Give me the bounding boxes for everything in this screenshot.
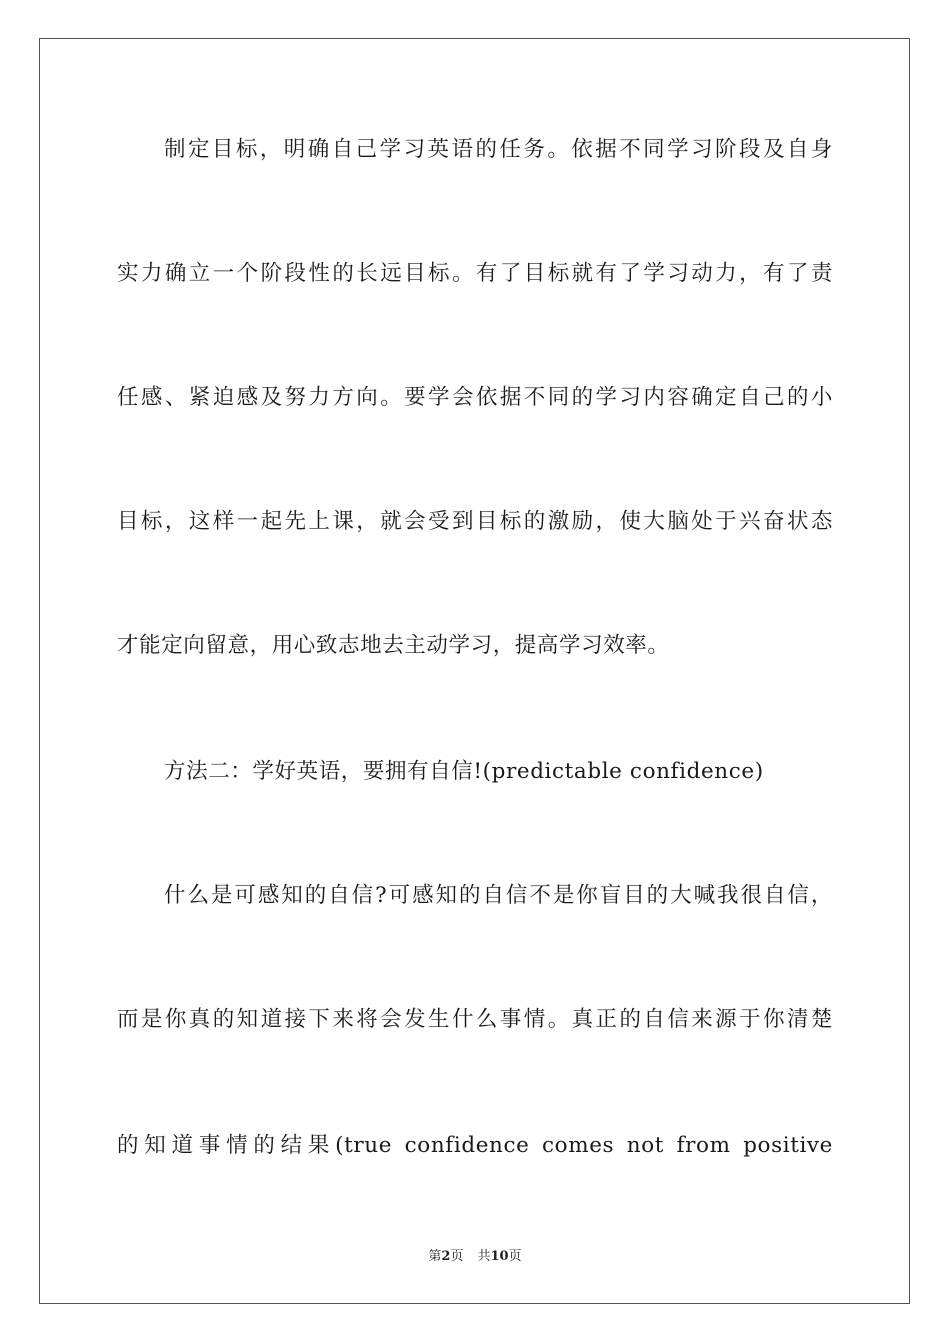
paragraph-line: 制定目标，明确自己学习英语的任务。依据不同学习阶段及自身 xyxy=(164,137,833,162)
paragraph-line: 实力确立一个阶段性的长远目标。有了目标就有了学习动力，有了责 xyxy=(117,261,833,286)
page-number-suffix: 页 xyxy=(450,1249,464,1264)
paragraph-line: 任感、紧迫感及努力方向。要学会依据不同的学习内容确定自己的小 xyxy=(117,385,833,410)
page-number: 2 xyxy=(441,1249,451,1264)
paragraph-line: 什么是可感知的自信?可感知的自信不是你盲目的大喊我很自信， xyxy=(164,883,833,908)
section-heading: 方法二：学好英语，要拥有自信!(predictable confidence) xyxy=(164,759,764,784)
total-pages: 10 xyxy=(490,1249,509,1264)
total-pages-prefix: 共 xyxy=(477,1249,491,1264)
paragraph-line: 目标，这样一起先上课，就会受到目标的激励，使大脑处于兴奋状态 xyxy=(117,509,833,534)
page-number-prefix: 第 xyxy=(428,1249,442,1264)
paragraph-line: 才能定向留意，用心致志地去主动学习，提高学习效率。 xyxy=(117,633,670,658)
paragraph-line: 的知道事情的结果(true confidence comes not from positive xyxy=(117,1133,833,1158)
page-border xyxy=(39,38,910,1304)
total-pages-suffix: 页 xyxy=(508,1249,522,1264)
page-footer xyxy=(0,1248,950,1266)
paragraph-line: 而是你真的知道接下来将会发生什么事情。真正的自信来源于你清楚 xyxy=(117,1007,833,1032)
